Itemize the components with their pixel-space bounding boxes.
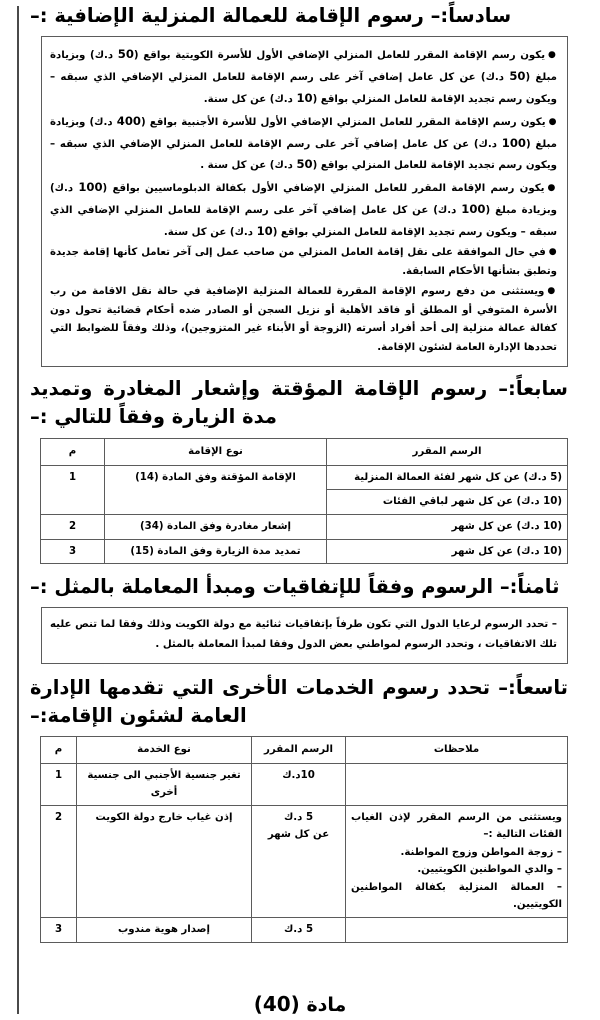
bullet-text-part: د.ك) عن كل عامل إضافي آخر على رسم الإقامة للعامل المنزلي الإضافي الذي سبقه – ويكون رسم تجديد الإقامة للعامل المنزلي بواقع ( [50, 205, 557, 239]
bullet-text-part: يكون رسم الإقامة المقرر للعامل المنزلي الإضافي الأول للأسرة الأجنبية بواقع ( [140, 116, 546, 128]
amount-value: 100 [501, 135, 526, 150]
table-header-row [41, 439, 568, 466]
amount-value: 50 [509, 68, 526, 83]
cell-index: 3 [41, 918, 77, 943]
cell-fee [252, 918, 346, 943]
other-services-fees-table [40, 736, 568, 942]
fee-line: (10 د.ك) عن كل شهر لباقي الفئات [382, 496, 562, 508]
section-seven-heading: سابعاً:– رسوم الإقامة المؤقتة وإشعار المغادرة وتمديد مدة الزيارة وفقاً للتالي :– [30, 377, 568, 429]
amount-value: 10 [256, 224, 273, 239]
article-number: (40) [253, 992, 300, 1016]
bullet-item [50, 111, 557, 177]
cell-service: إصدار هوية مندوب [77, 918, 252, 943]
column-header-fee: الرسم المقرر [327, 439, 568, 466]
amount-value: 100 [461, 202, 486, 217]
note-line: – زوجة المواطن وزوج المواطنة. [400, 846, 562, 858]
column-header-index: م [41, 737, 77, 764]
bullet-text-part: د.ك) عن كل سنة. [203, 93, 297, 105]
bullet-marker: ● [547, 183, 558, 194]
cell-fee [327, 490, 568, 515]
section-eight-body: – تحدد الرسوم لرعايا الدول التي تكون طرفاً بإتفاقيات ثنائية مع دولة الكويت وذلك وفقا لما تنص عليه تلك الاتفاقيات ، وتحدد الرسوم لمواطني بعض الدول وفقا لمبدأ المعاملة بالمثل . [50, 619, 557, 651]
cell-index: 3 [41, 539, 105, 564]
bullet-text-part: في حال الموافقة على نقل إقامة العامل المنزلي من صاحب عمل إلى آخر تعامل كأنها إقامة جديدة وتطبق بشأنها الأحكام السابقة. [50, 246, 557, 277]
column-header-fee: الرسم المقرر [252, 737, 346, 764]
fee-line: (10 د.ك) عن كل شهر [451, 521, 562, 532]
table-row [41, 805, 568, 917]
amount-value: 50 [117, 47, 134, 62]
cell-fee [252, 763, 346, 805]
note-line: ويستثنى من الرسم المقرر لإذن الغياب الفئات التالية :– [351, 811, 562, 841]
bullet-item [50, 244, 557, 282]
cell-fee [327, 465, 568, 490]
bullet-text-part: د.ك) عن كل عامل إضافي آخر على رسم الإقامة للعامل المنزلي الإضافي الذي سبقه – ويكون رسم تجديد الإقامة للعامل المنزلي بواقع ( [50, 138, 557, 172]
cell-residency-type: تمديد مدة الزيارة وفق المادة (15) [105, 539, 327, 564]
cell-fee [327, 515, 568, 540]
table-row [41, 539, 568, 564]
bullet-text-part: ويستثنى من دفع رسوم الإقامة المقررة للعمالة المنزلية الإضافية في حالة نقل الاقامة من رب الأسرة المتوفي أو المطلق أو فاقد الأهلية أو نزيل السجن أو الصادر ضده أحكام قضائية تحول دون كفالة عمالة منزلية إلى أحد أفراد أسرته (الزوجة أو الأبناء غير المتزوجين)، وذلك وفقاً للضوابط التي تحددها الإدارة العامة لشئون الإقامة. [50, 285, 557, 354]
section-eight-box [41, 607, 568, 664]
table-row [41, 763, 568, 805]
bullet-item [50, 44, 557, 110]
section-six-box [41, 36, 568, 367]
cell-residency-type: إشعار مغادرة وفق المادة (34) [105, 515, 327, 540]
bullet-text-part: د.ك) وبزيادة مبلغ ( [50, 116, 557, 150]
article-label: مادة [306, 994, 347, 1016]
fee-line: (10 د.ك) عن كل شهر [451, 545, 562, 557]
fee-line: عن كل شهر [267, 829, 330, 841]
table-header-row [41, 737, 568, 764]
fee-line: (5 د.ك) عن كل شهر لفئة العمالة المنزلية [354, 471, 562, 483]
note-line: – والدي المواطنين الكويتيين. [417, 864, 562, 876]
bullet-marker: ● [548, 50, 557, 61]
table-row [41, 515, 568, 540]
fee-line: 5 د.ك [283, 811, 314, 823]
bullet-text-part: د.ك) عن كل سنة. [163, 227, 257, 239]
bullet-text-part: د.ك) وبزيادة مبلغ ( [50, 183, 557, 217]
bullet-text-part: د.ك) عن كل سنة . [200, 160, 297, 172]
bullet-text-part: د.ك) عن كل عامل إضافي آخر على رسم الإقامة للعامل المنزلي الإضافي الذي سبقه – ويكون رسم تجديد الإقامة للعامل المنزلي بواقع ( [50, 71, 557, 105]
cell-fee [252, 805, 346, 917]
bullet-marker: ● [547, 285, 558, 296]
section-nine-heading: تاسعاً:– تحدد رسوم الخدمات الأخرى التي تقدمها الإدارة العامة لشئون الإقامة:– [30, 675, 568, 728]
amount-value: 400 [116, 113, 141, 128]
amount-value: 100 [78, 180, 103, 195]
document-content [30, 0, 578, 943]
cell-notes [346, 918, 568, 943]
cell-service: إذن غياب خارج دولة الكويت [77, 805, 252, 917]
cell-index: 2 [41, 805, 77, 917]
section-six-heading: سادساً:– رسوم الإقامة للعمالة المنزلية الإضافية :– [30, 4, 512, 27]
cell-index: 1 [41, 763, 77, 805]
cell-service: تغير جنسية الأجنبي الى جنسية أخرى [77, 763, 252, 805]
amount-value: 10 [296, 90, 313, 105]
bullet-text-part: يكون رسم الإقامة المقرر للعامل المنزلي الإضافي الأول للأسرة الكويتية بواقع ( [133, 50, 546, 62]
cell-notes [346, 805, 568, 917]
column-header-index: م [41, 439, 105, 466]
cell-notes [346, 763, 568, 805]
amount-value: 50 [296, 157, 313, 172]
cell-index: 2 [41, 515, 105, 540]
fee-line: 5 د.ك [283, 924, 314, 936]
page-binding-rule [17, 6, 19, 1014]
temporary-residency-fees-table [40, 438, 568, 564]
cell-fee [327, 539, 568, 564]
note-line: – العمالة المنزلية بكفالة المواطنين الكويتيين. [351, 881, 562, 911]
bullet-item [50, 283, 557, 359]
column-header-service: نوع الخدمة [77, 737, 252, 764]
column-header-type: نوع الإقامة [105, 439, 327, 466]
bullet-item [50, 177, 557, 243]
bullet-marker: ● [548, 116, 558, 127]
fee-line: 10د.ك [282, 769, 315, 781]
table-row [41, 465, 568, 490]
table-row [41, 918, 568, 943]
bullet-text-part: د.ك) وبزيادة مبلغ ( [50, 50, 557, 83]
cell-residency-type: الإقامة المؤقتة وفق المادة (14) [105, 465, 327, 514]
bullet-marker: ● [548, 246, 557, 257]
bullet-text-part: يكون رسم الإقامة المقرر للعامل المنزلي الإضافي الأول بكفالة الدبلوماسيين بواقع ( [102, 183, 545, 195]
cell-index: 1 [41, 465, 105, 514]
article-footer [0, 992, 600, 1016]
column-header-notes: ملاحظات [346, 737, 568, 764]
section-eight-heading: ثامناً:– الرسوم وفقاً للإتفاقيات ومبدأ المعاملة بالمثل :– [30, 575, 560, 599]
